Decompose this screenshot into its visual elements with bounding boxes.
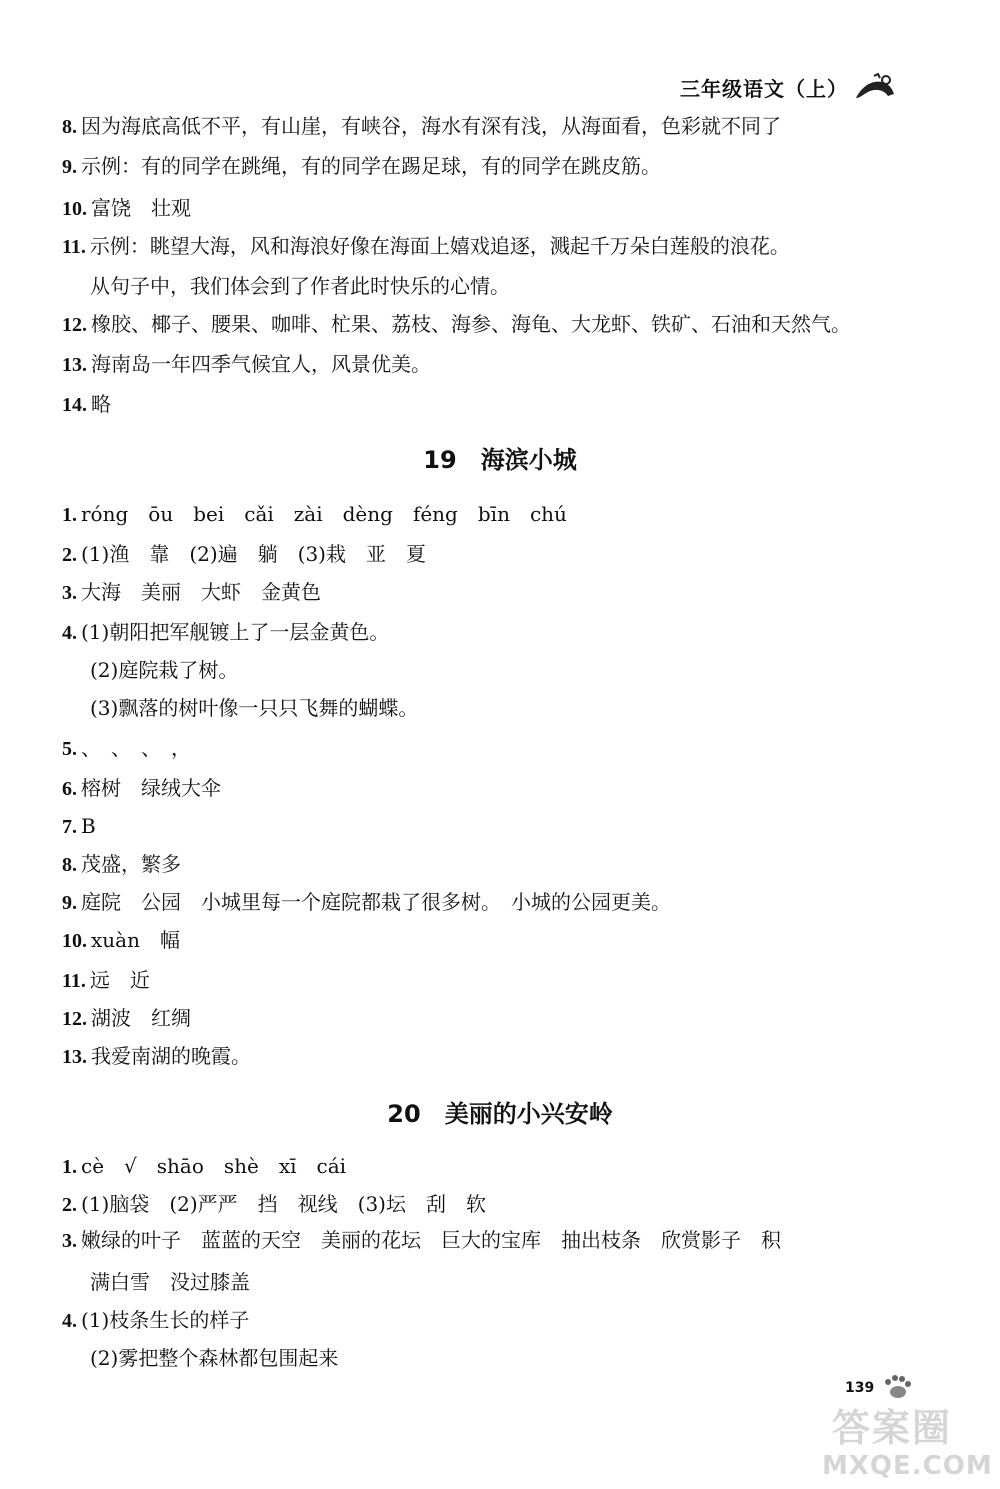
answer-line: 3. 大海 美丽 大虾 金黄色 xyxy=(62,580,321,604)
answer-line: 13. 我爱南湖的晚霞。 xyxy=(62,1044,251,1068)
answer-line-continued: (2)雾把整个森林都包围起来 xyxy=(90,1346,339,1370)
answer-line: 11. 远 近 xyxy=(62,968,150,992)
answer-line: 1. cè √ shāo shè xī cái xyxy=(62,1154,347,1178)
answer-line: 12. 湖波 红绸 xyxy=(62,1006,191,1030)
answer-line: 10. xuàn 幅 xyxy=(62,928,180,952)
answer-line: 2. (1)脑袋 (2)严严 挡 视线 (3)坛 刮 软 xyxy=(62,1192,486,1216)
answer-line: 6. 榕树 绿绒大伞 xyxy=(62,776,221,800)
answer-line: 4. (1)朝阳把军舰镀上了一层金黄色。 xyxy=(62,620,390,644)
cartoon-decoration-icon xyxy=(852,72,898,102)
header-title: 三年级语文（上） xyxy=(680,76,848,101)
answer-line: 12. 橡胶、椰子、腰果、咖啡、杧果、荔枝、海参、海龟、大龙虾、铁矿、石油和天然气。 xyxy=(62,312,851,336)
section-title-19: 19 海滨小城 xyxy=(423,446,577,474)
answer-line: 9. 庭院 公园 小城里每一个庭院都栽了很多树。 小城的公园更美。 xyxy=(62,890,671,914)
answer-line: 5. 、 、 、 ， xyxy=(62,736,191,760)
answer-line: 7. B xyxy=(62,814,96,838)
answer-line: 1. róng ōu bei cǎi zài dèng féng bīn chú xyxy=(62,502,567,526)
answer-line: 10. 富饶 壮观 xyxy=(62,196,191,220)
answer-line: 4. (1)枝条生长的样子 xyxy=(62,1308,250,1332)
answer-line: 9. 示例：有的同学在跳绳，有的同学在踢足球，有的同学在跳皮筋。 xyxy=(62,154,661,178)
page-number: 139 xyxy=(845,1380,875,1396)
watermark xyxy=(812,1395,992,1485)
answer-line: 3. 嫩绿的叶子 蓝蓝的天空 美丽的花坛 巨大的宝库 抽出枝条 欣赏影子 积 xyxy=(62,1228,781,1252)
watermark-url: MXQE.COM xyxy=(822,1451,993,1481)
answer-line: 11. 示例：眺望大海，风和海浪好像在海面上嬉戏追逐，溅起千万朵白莲般的浪花。 xyxy=(62,234,790,258)
section-title-20: 20 美丽的小兴安岭 xyxy=(387,1100,613,1128)
answer-line-continued: 满白雪 没过膝盖 xyxy=(90,1270,250,1294)
answer-line-continued: (2)庭院栽了树。 xyxy=(90,658,239,682)
watermark-logo-text: 答案圈 xyxy=(832,1406,953,1450)
page-header xyxy=(680,70,898,104)
answer-line-continued: 从句子中，我们体会到了作者此时快乐的心情。 xyxy=(90,274,510,298)
answer-line-continued: (3)飘落的树叶像一只只飞舞的蝴蝶。 xyxy=(90,696,419,720)
answer-line: 13. 海南岛一年四季气候宜人，风景优美。 xyxy=(62,352,431,376)
answer-line: 8. 因为海底高低不平，有山崖，有峡谷，海水有深有浅，从海面看，色彩就不同了 xyxy=(62,114,781,138)
answer-line: 14. 略 xyxy=(62,392,111,416)
answer-line: 8. 茂盛，繁多 xyxy=(62,852,181,876)
answer-line: 2. (1)渔 靠 (2)遍 躺 (3)栽 亚 夏 xyxy=(62,542,426,566)
